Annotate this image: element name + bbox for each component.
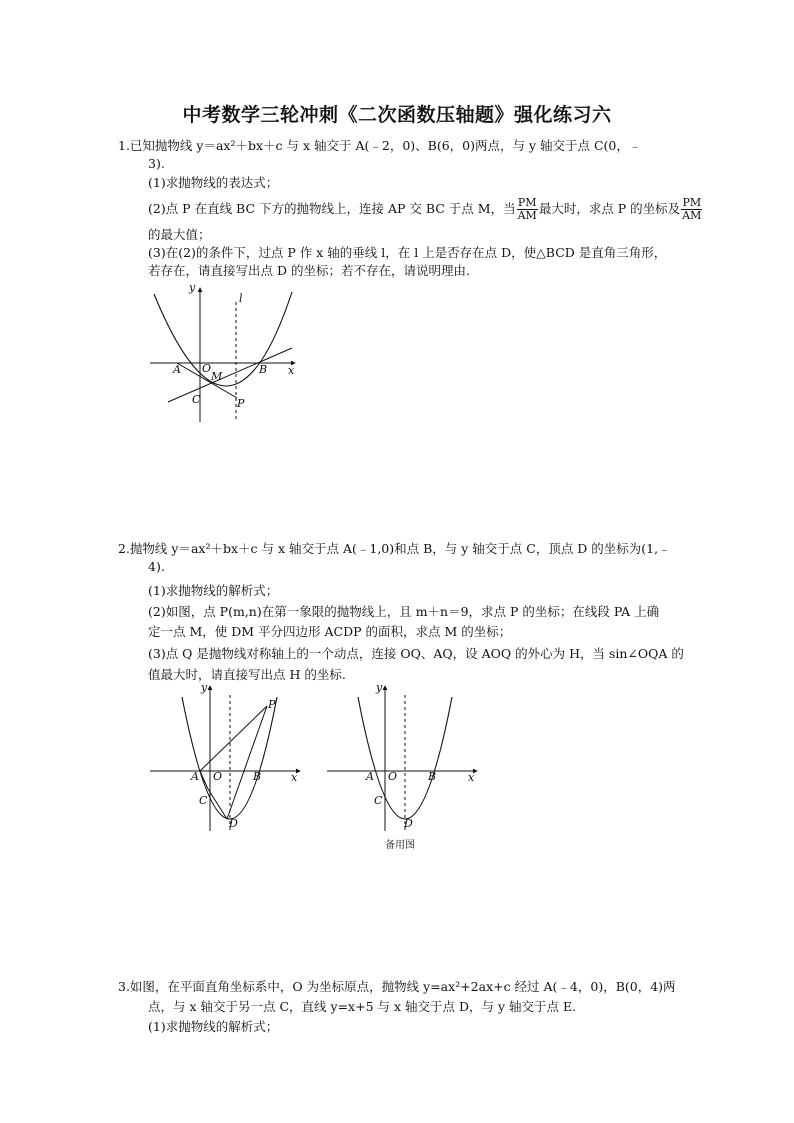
label-a: A (173, 363, 181, 376)
label-b: B (253, 770, 262, 783)
label-x: x (291, 771, 298, 784)
frac-numerator-2: PM (682, 196, 702, 209)
label-c: C (199, 794, 208, 807)
label-y: y (189, 282, 196, 294)
spare-figure-caption: 备用图 (385, 840, 415, 851)
q2-part2-a: (2)如图，点 P(m,n)在第一象限的抛物线上，且 m＋n＝9，求点 P 的坐标；在线段 PA 上确 (148, 604, 660, 619)
q1-line1b: 3). (148, 156, 165, 171)
q2-figure-main (145, 683, 310, 833)
q1-line1: 1.已知抛物线 y＝ax²＋bx＋c 与 x 轴交于 A(﹣2，0)、B(6，0)两点，与 y 轴交于点 C(0，﹣ (118, 138, 642, 153)
label-m: M (211, 370, 223, 383)
label-p: P (268, 698, 276, 711)
q2-part3-a: (3)点 Q 是抛物线对称轴上的一个动点，连接 OQ、AQ，设 AOQ 的外心为 H，当 sin∠OQA 的 (148, 646, 684, 661)
q3-line1: 3.如图，在平面直角坐标系中，O 为坐标原点，抛物线 y=ax²+2ax+c 经过 A(﹣4，0)，B(0，4)两 (118, 979, 676, 994)
q2-figure-spare (322, 683, 487, 833)
frac-numerator: PM (517, 196, 537, 209)
label-c: C (192, 393, 201, 406)
label-b: B (428, 770, 437, 783)
q1-part2-cont: 的最大值； (148, 227, 211, 242)
label-a: A (366, 770, 374, 783)
q1-part3-b: 若存在，请直接写出点 D 的坐标；若不存在，请说明理由. (148, 263, 470, 278)
q2-part2-b: 定一点 M，使 DM 平分四边形 ACDP 的面积，求点 M 的坐标； (148, 624, 512, 639)
label-l: l (239, 292, 243, 305)
q1-part2 (148, 197, 703, 222)
label-a: A (191, 770, 199, 783)
q1-part2-text-b: 最大时，求点 P 的坐标及 (538, 201, 681, 216)
label-c: C (374, 794, 383, 807)
label-y: y (376, 683, 383, 694)
label-d: D (404, 817, 413, 830)
page-title: 中考数学三轮冲刺《二次函数压轴题》强化练习六 (182, 104, 612, 126)
segment-cd (208, 789, 227, 819)
pm-am-fraction (517, 197, 538, 222)
label-o: O (388, 770, 398, 783)
q1-part2-text-a: (2)点 P 在直线 BC 下方的抛物线上，连接 AP 交 BC 于点 M，当 (148, 201, 516, 216)
q1-part1: (1)求抛物线的表达式； (148, 175, 279, 190)
q2-part3-b: 值最大时，请直接写出点 H 的坐标. (148, 667, 346, 682)
label-y: y (201, 683, 208, 694)
q2-part1: (1)求抛物线的解析式； (148, 583, 279, 598)
segment-ac (200, 771, 208, 789)
frac-denominator: AM (517, 209, 537, 222)
label-o: O (202, 362, 212, 375)
label-p: P (237, 397, 245, 410)
label-b: B (259, 363, 268, 376)
q2-line1: 2.抛物线 y＝ax²＋bx＋c 与 x 轴交于点 A(﹣1,0)和点 B，与 y 轴交于点 C，顶点 D 的坐标为(1,﹣ (118, 541, 671, 556)
label-d: D (229, 817, 238, 830)
frac-denominator-2: AM (682, 209, 702, 222)
label-x: x (468, 771, 475, 784)
label-o: O (213, 770, 223, 783)
pm-am-fraction-2 (681, 197, 702, 222)
q1-figure (140, 282, 310, 432)
q1-part3-a: (3)在(2)的条件下，过点 P 作 x 轴的垂线 l，在 l 上是否存在点 D，使△BCD 是直角三角形， (148, 245, 667, 260)
label-x: x (288, 364, 295, 377)
q3-part1: (1)求抛物线的解析式； (148, 1019, 279, 1034)
q3-line1b: 点，与 x 轴交于另一点 C，直线 y=x+5 与 x 轴交于点 D，与 y 轴交于点 E. (148, 999, 577, 1014)
q2-line1b: 4). (148, 559, 165, 574)
